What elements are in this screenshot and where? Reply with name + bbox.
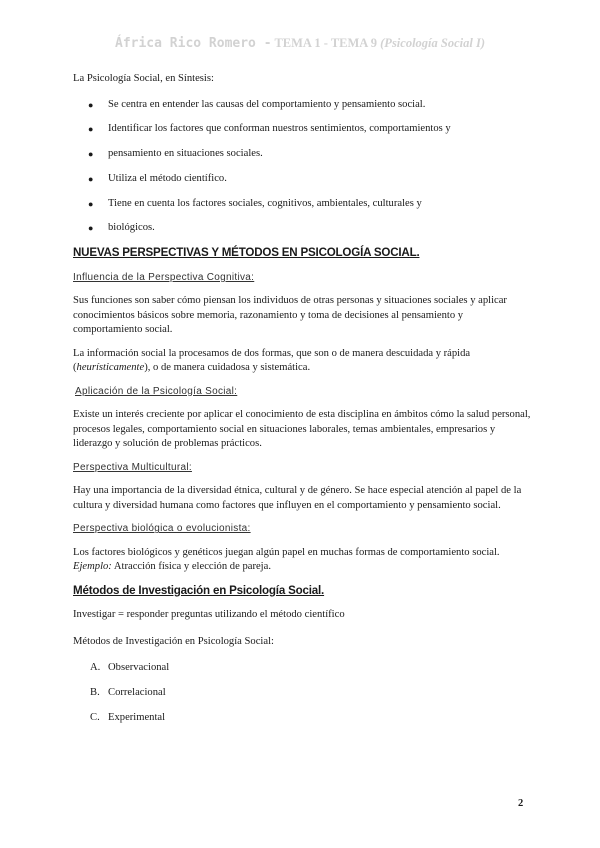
bullet-icon: ● [88,149,94,160]
list-item: ● pensamiento en situaciones sociales. [73,147,533,162]
bullet-icon: ● [88,223,94,234]
header-topic: TEMA 1 - TEMA 9 [274,36,378,50]
summary-list [73,98,533,236]
subheading-cognitive: Influencia de la Perspectiva Cognitiva: [73,271,255,283]
list-item: ● Se centra en entender las causas del comportamiento y pensamiento social. [73,98,533,113]
cognitive-paragraph-1: Sus funciones son saber cómo piensan los individuos de otras personas y situaciones sociales y aplicar conocimientos básicos sobre memoria, razonamiento y toma de decisiones al pensamiento y comportamiento social. [73,295,507,336]
subheading-biological: Perspectiva biológica o evolucionista: [73,523,251,535]
list-item: C. Experimental [90,712,166,724]
header-author: África Rico Romero - [115,36,272,51]
bullet-icon: ● [88,99,94,110]
list-item: ● Identificar los factores que conforman nuestros sentimientos, comportamientos y [73,122,533,137]
subheading-application: Aplicación de la Psicología Social: [75,385,238,397]
multicultural-paragraph: Hay una importancia de la diversidad étnica, cultural y de género. Se hace especial atención al papel de la cultura y diversidad humana como factores que influyen en el comportamiento y pensamiento social. [73,485,522,511]
list-item: B. Correlacional [90,687,166,699]
list-item: ● Utiliza el método científico. [73,172,533,187]
list-item: A. Observacional [90,662,170,674]
document-body [73,72,533,736]
example-label: Ejemplo: [73,561,112,573]
heuristic-term: heurísticamente [76,362,145,374]
methods-list [73,661,533,726]
section-title-perspectives: NUEVAS PERSPECTIVAS Y MÉTODOS EN PSICOLOGÍA SOCIAL. [73,246,420,260]
header-subject: (Psicología Social I) [380,36,485,50]
page-header [0,36,600,51]
biological-paragraph: Los factores biológicos y genéticos juegan algún papel en muchas formas de comportamiento social. Ejemplo: Atracción física y elección de pareja. [73,546,500,573]
methods-intro: Métodos de Investigación en Psicología Social: [73,635,274,647]
intro-text: La Psicología Social, en Síntesis: [73,73,214,84]
list-item: ● biológicos. [73,221,533,236]
subheading-multicultural: Perspectiva Multicultural: [73,461,192,473]
page-number: 2 [518,798,524,809]
application-paragraph: Existe un interés creciente por aplicar el conocimiento de esta disciplina en ámbitos cómo la salud personal, procesos legales, comportamiento social en situaciones laborales, temas ambientales, empresarios y liderazgo y solución de problemas prácticos. [73,409,531,450]
bullet-icon: ● [88,198,94,209]
definition-text: Investigar = responder preguntas utilizando el método científico [73,609,345,621]
bullet-icon: ● [88,124,94,135]
cognitive-paragraph-2: La información social la procesamos de dos formas, que son o de manera descuidada y rápida (heurísticamente), o de manera cuidadosa y sistemática. [73,347,471,374]
list-item: ● Tiene en cuenta los factores sociales, cognitivos, ambientales, culturales y [73,197,533,212]
bullet-icon: ● [88,173,94,184]
section-title-methods: Métodos de Investigación en Psicología Social. [73,583,325,597]
